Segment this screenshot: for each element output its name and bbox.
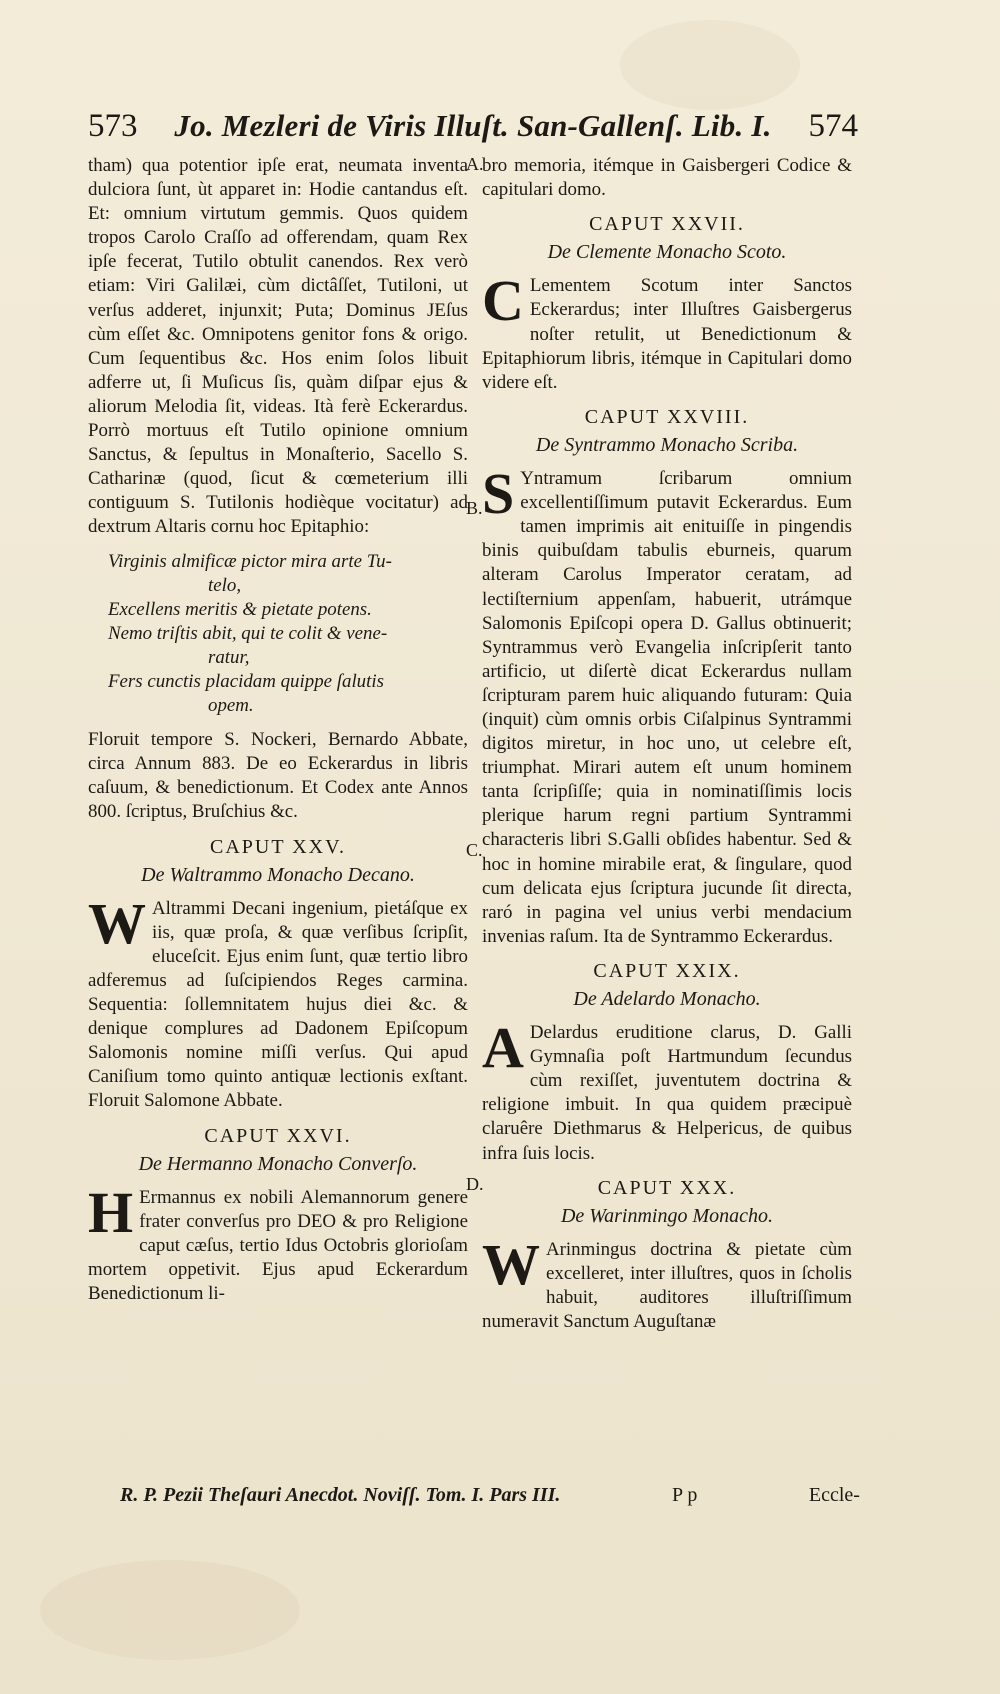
right-page-number: 574: [808, 108, 858, 144]
page-header: [88, 108, 858, 154]
paper-stain: [620, 20, 800, 110]
chapter-body: Lementem Scotum inter Sanctos Eckerardus; inter Illuſtres Gaisbergerus noſter retulit, ut Benedictionum & Epitaphiorum libris, itémque in Capitulari domo videre eſt.: [482, 275, 852, 393]
poem-line: Excellens meritis & pietate potens.: [108, 598, 372, 620]
chapter-text: [482, 268, 852, 394]
margin-letter: B.: [466, 498, 483, 518]
chapter-body: Arinmingus doctrina & pietate cùm excelleret, inter illuſtres, quos in ſcholis habuit, auditores illuſtriſſimum numeravit Sanctum Auguſtanæ: [482, 1238, 852, 1333]
chapter-heading: CAPUT XXVII.: [589, 213, 745, 236]
paper-stain: [40, 1560, 300, 1660]
after-poem-paragraph: Floruit tempore S. Nockeri, Bernardo Abbate, circa Annum 883. De eo Eckerardus in libris caſuum, & benedictionum. Et Codex ante Annos 800. ſcriptus, Bruſchius &c.: [88, 729, 468, 823]
left-column: [88, 154, 468, 1312]
poem-line: Fers cunctis placidam quippe ſalutis: [108, 670, 384, 692]
chapter-heading: CAPUT XXX.: [597, 1176, 737, 1199]
chapter-heading: CAPUT XXVI.: [204, 1124, 352, 1147]
chapter-subtitle: De Hermanno Monacho Converſo.: [138, 1152, 418, 1175]
chapter-subtitle: De Clemente Monacho Scoto.: [547, 241, 787, 264]
chapter-body: Yntramum ſcribarum omnium excellentiſſimum putavit Eckerardus. Eum tamen imprimis ait enituiſſe in pingendis binis quibuſdam tabulis eburneis, quarum alteram Carolus Imperator ceratam, ad lectiſternium appenſam, habuerit, utrámque Salomonis Epiſcopi opera D. Gallus obtinuerit; Syntrammus verò Evangelia inſcripſerit tanto artificio, ut diſertè dicat Eckerardus nullam ſcripturam parem huic aliquando futuram: Quia (inquit) cùm omnis orbis Ciſalpinus Syntrammi digitos miretur, in hoc uno, ut celebre eſt, triumphat. Mirari autem eſt unum hominem tanta ſcripſiſſe; quia in nominatiſſimis locis plerique harum regni partium Syntrammi characteris libri S.Galli obſides habentur. Sed & hoc in homine mirabile erat, & ſingulare, quod cum delicata ejus ſcriptura jucunde ſit directa, raró in pagina vel unius verbi mendacium invenias raſum. Ita de Syntrammo Eckerardus.: [482, 468, 852, 947]
chapter-body: Altrammi Decani ingenium, pietáſque ex iis, quæ proſa, & quæ verſibus ſcripſit, eluceſcit. Ejus enim ſunt, quæ tertio libro adferemus ad ſuſcipiendos Reges carmina. Sequentia: ſollemnitatem hujus diei &c. & denique complures ad Dadonem Epiſcopum Salomonis nomine miſſi verſus. Qui apud Caniſium tomo quinto antiquæ lectionis exſtant. Floruit Salomone Abbate.: [88, 897, 468, 1112]
margin-letter: D.: [466, 1174, 484, 1194]
chapter-text: [88, 1179, 468, 1306]
margin-letter: C.: [466, 840, 483, 860]
left-page-number: 573: [88, 108, 138, 144]
right-intro-paragraph: bro memoria, itémque in Gaisbergeri Codice & capitulari domo.: [482, 155, 852, 201]
signature-mark: P p: [671, 1484, 698, 1506]
drop-cap: W: [88, 890, 146, 956]
poem-line: Nemo triſtis abit, qui te colit & vene-: [108, 622, 388, 644]
chapter-subtitle: De Adelardo Monacho.: [573, 988, 761, 1010]
chapter-text: [482, 1231, 852, 1334]
chapter-heading: CAPUT XXVIII.: [584, 405, 750, 428]
chapter-text: [482, 1015, 852, 1166]
epitaph-poem: [88, 550, 468, 719]
drop-cap: C: [482, 268, 524, 334]
catchword: Eccle-: [808, 1484, 860, 1506]
chapter-heading: CAPUT XXIX.: [593, 959, 741, 982]
chapter-text: [482, 461, 852, 949]
chapter-body: Ermannus ex nobili Alemannorum genere frater converſus pro DEO & pro Religione caput cæſus, tertio Idus Octobris glorioſam mortem oppetivit. Ejus apud Eckerardum Benedictionum li-: [88, 1186, 468, 1305]
drop-cap: S: [482, 461, 515, 527]
drop-cap: A: [482, 1015, 524, 1081]
poem-line-cont: ratur,: [208, 646, 250, 668]
margin-letter: A.: [466, 154, 484, 174]
chapter-heading: CAPUT XXV.: [210, 835, 346, 858]
right-column: [482, 154, 852, 1340]
chapter-subtitle: De Warinmingo Monacho.: [560, 1204, 774, 1227]
page-footer: [120, 1484, 860, 1514]
chapter-text: [88, 890, 468, 1114]
chapter-subtitle: De Waltrammo Monacho Decano.: [141, 863, 415, 886]
poem-line-cont: opem.: [208, 695, 254, 717]
chapter-body: Delardus eruditione clarus, D. Galli Gymnaſia poſt Hartmundum ſecundus cùm rexiſſet, juventutem doctrina & religione imbuit. In qua quidem præcipuè claruêre Diethmarus & Helpericus, de quibus infra ſuis locis.: [482, 1022, 852, 1164]
imprint-line: R. P. Pezii Theſauri Anecdot. Noviſſ. Tom. I. Pars III.: [120, 1484, 561, 1506]
running-title: Jo. Mezleri de Viris Illuſt. San-Gallenſ. Lib. I.: [174, 108, 772, 143]
poem-line: Virginis almificæ pictor mira arte Tu-: [108, 550, 392, 572]
poem-line-cont: telo,: [208, 574, 242, 596]
left-intro-paragraph: tham) qua potentior ipſe erat, neumata inventa dulciora ſunt, ùt apparet in: Hodie cantandus eſt. Et: omnium virtutum gemmis. Quos quidem tropos Carolo Craſſo ad offerendam, quam Rex ipſe fecerat, Tutilo obtulit canendos. Rex verò etiam: Viri Galilæi, cùm dictâſſet, Tutiloni, ut verſus adderet, injunxit; Puta; Dominus JEſus cùm eſſet &c. Omnipotens genitor fons & origo. Cum ſequentibus &c. Hos enim ſolos libuit adferre ut, ſi Muſicus ſis, quàm diſpar ejus & aliorum Melodia ſit, videas. Ità ferè Eckerardus. Porrò mortuus eſt Tutilo opinione omnium Sanctus, & ſepultus in Monaſterio, Sacello S. Catharinæ (quod, ſicut & cœmeterium illi contiguum S. Tutilonis hodièque vocitatur) ad dextrum Altaris cornu hoc Epitaphio:: [88, 155, 468, 538]
drop-cap: W: [482, 1231, 540, 1297]
drop-cap: H: [88, 1179, 134, 1245]
chapter-subtitle: De Syntrammo Monacho Scriba.: [535, 433, 799, 456]
